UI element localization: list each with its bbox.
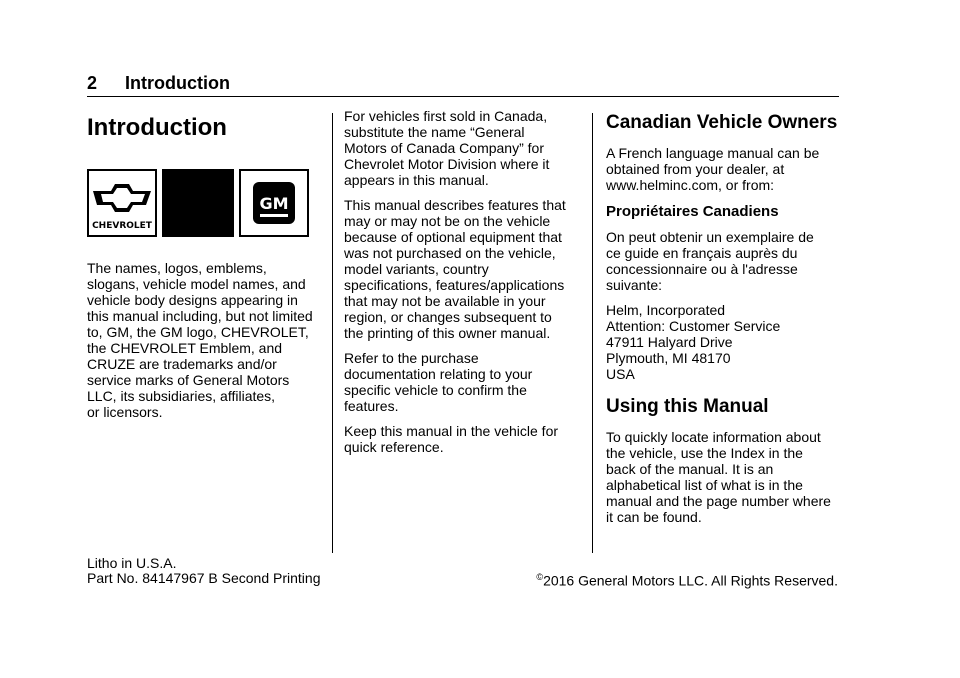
features-paragraph: This manual describes features that may or may not be on the vehicle because of optional equipment that was not purchased on the vehicle, model variants, country specifications, features/applications that may not be available in your region, or changes subsequent to the printing of this owner manual. (344, 197, 566, 341)
gm-logo-icon (239, 169, 309, 237)
litho-text: Litho in U.S.A. (87, 555, 177, 571)
helm-address: Helm, Incorporated Attention: Customer Service 47911 Halyard Drive Plymouth, MI 48170 USA (606, 302, 781, 382)
canada-name-paragraph: For vehicles first sold in Canada, substitute the name “General Motors of Canada Company” for Chevrolet Motor Division where it appears in this manual. (344, 108, 550, 188)
column-1 (87, 108, 323, 429)
gm-mark: GM (259, 194, 289, 213)
using-manual-paragraph: To quickly locate information about the vehicle, use the Index in the back of the manual. It is an alphabetical list of what is in the manual and the page number where it can be found. (606, 429, 831, 525)
column-divider-2 (592, 113, 593, 553)
purchase-doc-paragraph: Refer to the purchase documentation relating to your specific vehicle to confirm the features. (344, 350, 533, 414)
header-title: Introduction (125, 73, 230, 93)
chevrolet-wordmark: CHEVROLET (92, 221, 152, 231)
chevrolet-logo-icon (87, 169, 157, 237)
using-manual-heading: Using this Manual (606, 396, 769, 417)
keep-manual-paragraph: Keep this manual in the vehicle for quick reference. (344, 423, 559, 455)
column-3 (606, 108, 842, 534)
column-divider-1 (332, 113, 333, 553)
canadian-owners-paragraph: A French language manual can be obtained from your dealer, at www.helminc.com, or from: (606, 145, 820, 193)
copyright-symbol: © (536, 572, 544, 582)
part-number-text: Part No. 84147967 B Second Printing (87, 570, 321, 586)
logo-row (87, 169, 323, 237)
main-title: Introduction (87, 114, 227, 141)
page-header (87, 72, 839, 97)
proprietaires-heading: Propriétaires Canadiens (606, 203, 779, 220)
column-2 (344, 108, 580, 464)
trademark-paragraph: The names, logos, emblems, slogans, vehicle model names, and vehicle body designs appearing in this manual including, but not limited to, GM, the GM logo, CHEVROLET, the CHEVROLET Emblem, and CRUZE are trademarks and/or service marks of General Motors LLC, its subsidiaries, affiliates, or licensors. (87, 260, 313, 420)
copyright-text: 2016 General Motors LLC. All Rights Reserved. (543, 572, 838, 589)
canadian-owners-heading: Canadian Vehicle Owners (606, 112, 838, 133)
page-number: 2 (87, 73, 98, 93)
black-square-logo (162, 169, 234, 237)
copyright-notice (536, 570, 838, 589)
proprietaires-paragraph: On peut obtenir un exemplaire de ce guide en français auprès du concessionnaire ou à l'adresse suivante: (606, 229, 814, 293)
footer-left (87, 556, 321, 586)
